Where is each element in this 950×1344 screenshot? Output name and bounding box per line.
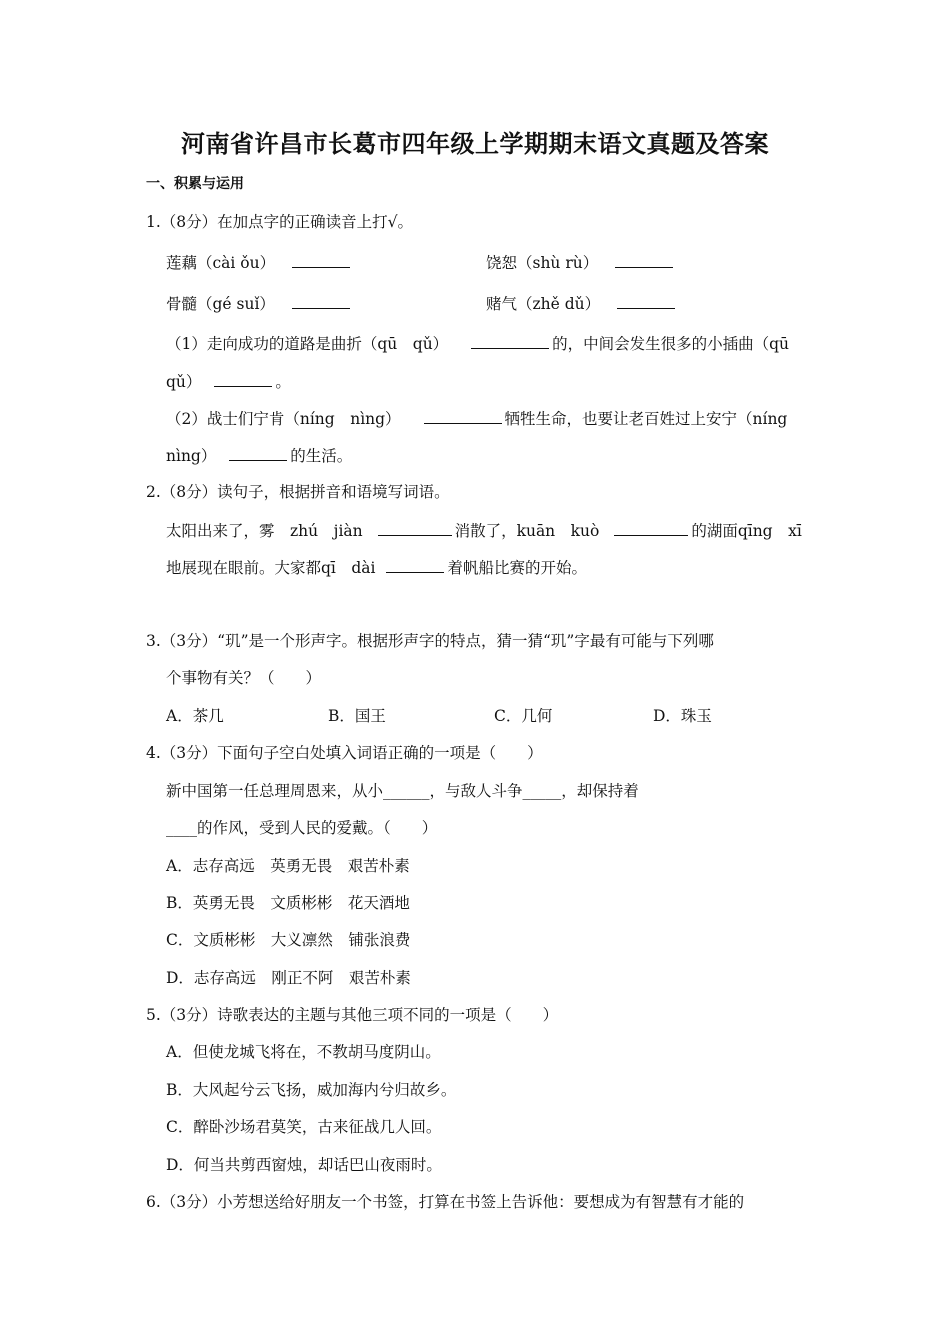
question-1-stem: 1.（8分）在加点字的正确读音上打√。 <box>146 213 414 231</box>
q1-item-1-text: 莲藕（cài ǒu） <box>166 254 276 272</box>
answer-blank[interactable] <box>614 520 688 536</box>
answer-blank[interactable] <box>292 252 350 268</box>
q1-sentence-1 <box>166 333 789 354</box>
q4-sentence-2: ____的作风，受到人民的爱戴。（ ） <box>166 819 438 837</box>
q3-option-a[interactable]: A．茶几 <box>166 707 224 725</box>
q1-item-2 <box>486 252 676 273</box>
q5-option-c[interactable]: C．醉卧沙场君莫笑，古来征战几人回。 <box>166 1118 442 1136</box>
q1-s1-part-d: 。 <box>275 373 291 391</box>
q2-line-2 <box>166 557 587 578</box>
q1-item-3 <box>166 293 353 314</box>
q5-option-d[interactable]: D．何当共剪西窗烛，却话巴山夜雨时。 <box>166 1156 442 1174</box>
answer-blank[interactable] <box>471 333 549 349</box>
answer-blank[interactable] <box>229 445 287 461</box>
q2-l1-part-a: 太阳出来了，雾 zhú jiàn <box>166 522 363 540</box>
answer-blank[interactable] <box>292 293 350 309</box>
q1-sentence-1-cont <box>166 371 291 392</box>
q1-s1-part-c: qǔ） <box>166 373 202 391</box>
q1-s2-part-c: nìng） <box>166 447 217 465</box>
q1-s1-part-a: （1）走向成功的道路是曲折（qū qǔ） <box>166 335 449 353</box>
q1-item-4 <box>486 293 678 314</box>
answer-blank[interactable] <box>378 520 452 536</box>
q2-l1-part-c: 的湖面qīng xī <box>691 522 802 540</box>
q1-item-3-text: 骨髓（gé suǐ） <box>166 295 275 313</box>
page-title: 河南省许昌市长葛市四年级上学期期末语文真题及答案 <box>181 129 769 158</box>
q2-l2-part-a: 地展现在眼前。大家都qī dài <box>166 559 376 577</box>
q5-option-a[interactable]: A．但使龙城飞将在，不教胡马度阴山。 <box>166 1043 441 1061</box>
answer-blank[interactable] <box>424 408 502 424</box>
q3-option-c[interactable]: C．几何 <box>494 707 553 725</box>
q1-s2-part-d: 的生活。 <box>290 447 353 465</box>
question-3-stem: 3.（3分）“玑”是一个形声字。根据形声字的特点，猜一猜“玑”字最有可能与下列哪 <box>146 632 714 650</box>
q4-option-a[interactable]: A．志存高远 英勇无畏 艰苦朴素 <box>166 857 410 875</box>
q2-line-1 <box>166 520 802 541</box>
q1-sentence-2-cont <box>166 445 352 466</box>
section-heading: 一、积累与运用 <box>146 176 244 192</box>
q1-item-2-text: 饶恕（shù rù） <box>486 254 599 272</box>
q5-option-b[interactable]: B．大风起兮云飞扬，威加海内兮归故乡。 <box>166 1081 457 1099</box>
q1-s2-part-b: 牺牲生命，也要让老百姓过上安宁（níng <box>504 410 788 428</box>
question-2-stem: 2.（8分）读句子，根据拼音和语境写词语。 <box>146 483 450 501</box>
q2-l1-part-b: 消散了，kuān kuò <box>454 522 600 540</box>
question-5-stem: 5.（3分）诗歌表达的主题与其他三项不同的一项是（ ） <box>146 1006 559 1024</box>
q3-option-d[interactable]: D．珠玉 <box>653 707 712 725</box>
question-3-stem-cont: 个事物有关？（ ） <box>166 669 322 687</box>
answer-blank[interactable] <box>615 252 673 268</box>
q1-s1-part-b: 的，中间会发生很多的小插曲（qū <box>552 335 790 353</box>
q1-item-4-text: 赌气（zhě dǔ） <box>486 295 601 313</box>
question-4-stem: 4.（3分）下面句子空白处填入词语正确的一项是（ ） <box>146 744 543 762</box>
q3-option-b[interactable]: B．国王 <box>328 707 386 725</box>
q1-s2-part-a: （2）战士们宁肯（níng nìng） <box>166 410 401 428</box>
question-6-stem: 6.（3分）小芳想送给好朋友一个书签，打算在书签上告诉他：要想成为有智慧有才能的 <box>146 1193 745 1211</box>
q4-option-b[interactable]: B．英勇无畏 文质彬彬 花天酒地 <box>166 894 410 912</box>
answer-blank[interactable] <box>214 371 272 387</box>
q4-sentence-1: 新中国第一任总理周恩来，从小______，与敌人斗争_____，却保持着 <box>166 782 639 800</box>
answer-blank[interactable] <box>386 557 444 573</box>
q2-l2-part-b: 着帆船比赛的开始。 <box>447 559 587 577</box>
q1-sentence-2 <box>166 408 787 429</box>
q1-item-1 <box>166 252 353 273</box>
q4-option-c[interactable]: C．文质彬彬 大义凛然 铺张浪费 <box>166 931 411 949</box>
q4-option-d[interactable]: D．志存高远 刚正不阿 艰苦朴素 <box>166 969 411 987</box>
answer-blank[interactable] <box>617 293 675 309</box>
